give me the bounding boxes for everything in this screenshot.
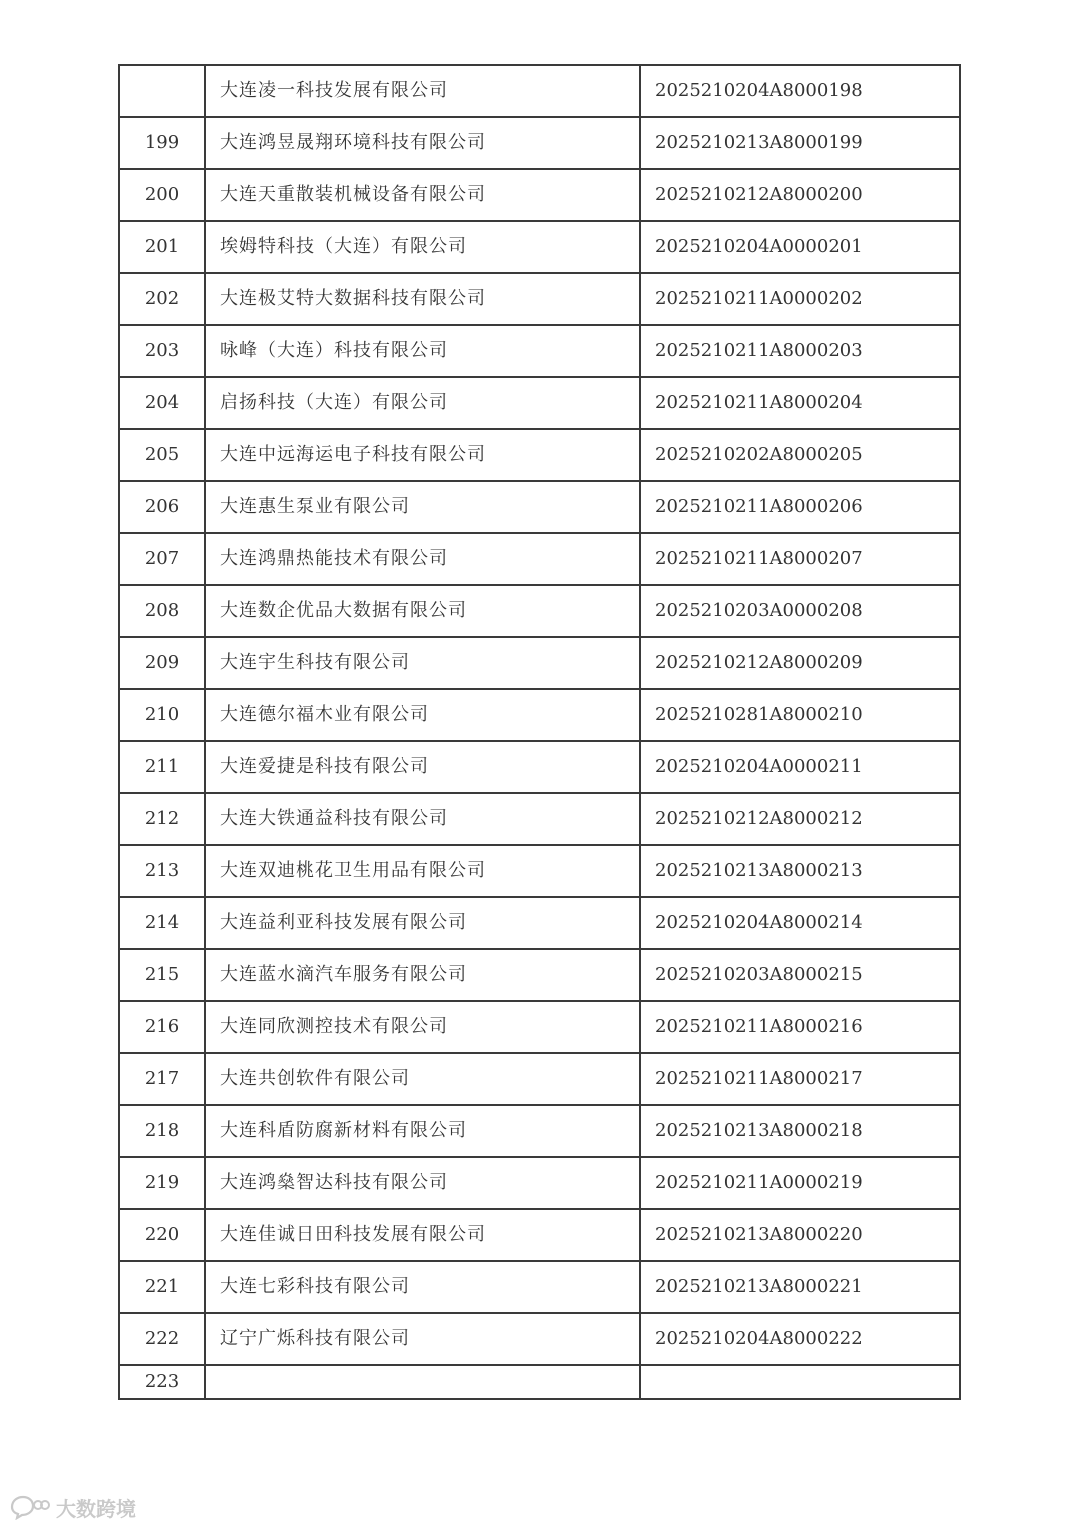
row-number: 214 bbox=[119, 897, 205, 949]
registration-code bbox=[640, 1365, 960, 1399]
company-name: 大连德尔福木业有限公司 bbox=[205, 689, 640, 741]
registration-code: 2025210211A8000216 bbox=[640, 1001, 960, 1053]
table-row bbox=[119, 1209, 960, 1261]
registration-code: 2025210213A8000220 bbox=[640, 1209, 960, 1261]
company-name: 大连益利亚科技发展有限公司 bbox=[205, 897, 640, 949]
company-name: 大连同欣测控技术有限公司 bbox=[205, 1001, 640, 1053]
company-name: 大连凌一科技发展有限公司 bbox=[205, 65, 640, 117]
row-number: 201 bbox=[119, 221, 205, 273]
row-number: 217 bbox=[119, 1053, 205, 1105]
table-row bbox=[119, 169, 960, 221]
table-row bbox=[119, 845, 960, 897]
registration-code: 2025210212A8000209 bbox=[640, 637, 960, 689]
row-number: 206 bbox=[119, 481, 205, 533]
company-name: 大连共创软件有限公司 bbox=[205, 1053, 640, 1105]
table-row bbox=[119, 1261, 960, 1313]
registration-code: 2025210204A8000214 bbox=[640, 897, 960, 949]
company-name: 大连七彩科技有限公司 bbox=[205, 1261, 640, 1313]
table-row bbox=[119, 429, 960, 481]
table-row bbox=[119, 689, 960, 741]
table-row bbox=[119, 1157, 960, 1209]
registration-code: 2025210212A8000200 bbox=[640, 169, 960, 221]
registration-code: 2025210211A8000206 bbox=[640, 481, 960, 533]
registration-code: 2025210203A8000215 bbox=[640, 949, 960, 1001]
table-row bbox=[119, 221, 960, 273]
company-name: 大连鸿鼎热能技术有限公司 bbox=[205, 533, 640, 585]
row-number: 223 bbox=[119, 1365, 205, 1399]
table-row bbox=[119, 533, 960, 585]
registration-code: 2025210281A8000210 bbox=[640, 689, 960, 741]
table-row bbox=[119, 741, 960, 793]
row-number: 216 bbox=[119, 1001, 205, 1053]
table-row bbox=[119, 793, 960, 845]
row-number: 204 bbox=[119, 377, 205, 429]
table-row bbox=[119, 1105, 960, 1157]
company-name: 大连蓝水滴汽车服务有限公司 bbox=[205, 949, 640, 1001]
table-row bbox=[119, 1313, 960, 1365]
company-name: 大连爱捷是科技有限公司 bbox=[205, 741, 640, 793]
table-row bbox=[119, 1001, 960, 1053]
row-number: 203 bbox=[119, 325, 205, 377]
row-number bbox=[119, 65, 205, 117]
row-number: 221 bbox=[119, 1261, 205, 1313]
row-number: 212 bbox=[119, 793, 205, 845]
registration-code: 2025210204A8000222 bbox=[640, 1313, 960, 1365]
row-number: 209 bbox=[119, 637, 205, 689]
registration-code: 2025210203A0000208 bbox=[640, 585, 960, 637]
company-name: 大连宇生科技有限公司 bbox=[205, 637, 640, 689]
registration-code: 2025210211A0000219 bbox=[640, 1157, 960, 1209]
registration-code: 2025210202A8000205 bbox=[640, 429, 960, 481]
row-number: 215 bbox=[119, 949, 205, 1001]
company-name bbox=[205, 1365, 640, 1399]
table-row bbox=[119, 1365, 960, 1399]
company-name: 大连鸿燊智达科技有限公司 bbox=[205, 1157, 640, 1209]
registration-code: 2025210213A8000199 bbox=[640, 117, 960, 169]
company-list-body bbox=[119, 65, 960, 1399]
row-number: 202 bbox=[119, 273, 205, 325]
table-row bbox=[119, 585, 960, 637]
company-list-table bbox=[118, 64, 961, 1400]
row-number: 200 bbox=[119, 169, 205, 221]
row-number: 211 bbox=[119, 741, 205, 793]
company-name: 大连佳诚日田科技发展有限公司 bbox=[205, 1209, 640, 1261]
company-name: 大连数企优品大数据有限公司 bbox=[205, 585, 640, 637]
registration-code: 2025210204A0000201 bbox=[640, 221, 960, 273]
table-row bbox=[119, 117, 960, 169]
registration-code: 2025210204A0000211 bbox=[640, 741, 960, 793]
watermark bbox=[8, 1492, 136, 1522]
table-row bbox=[119, 481, 960, 533]
company-name: 大连惠生泵业有限公司 bbox=[205, 481, 640, 533]
registration-code: 2025210211A8000204 bbox=[640, 377, 960, 429]
row-number: 208 bbox=[119, 585, 205, 637]
registration-code: 2025210213A8000221 bbox=[640, 1261, 960, 1313]
company-name: 埃姆特科技（大连）有限公司 bbox=[205, 221, 640, 273]
registration-code: 2025210213A8000213 bbox=[640, 845, 960, 897]
row-number: 218 bbox=[119, 1105, 205, 1157]
chat-bubble-icon bbox=[8, 1494, 50, 1520]
table-row bbox=[119, 1053, 960, 1105]
company-name: 大连大铁通益科技有限公司 bbox=[205, 793, 640, 845]
company-name: 大连鸿昱晟翔环境科技有限公司 bbox=[205, 117, 640, 169]
table-row bbox=[119, 273, 960, 325]
table-row bbox=[119, 325, 960, 377]
table-row bbox=[119, 377, 960, 429]
row-number: 219 bbox=[119, 1157, 205, 1209]
company-name: 大连极艾特大数据科技有限公司 bbox=[205, 273, 640, 325]
table-row bbox=[119, 65, 960, 117]
registration-code: 2025210213A8000218 bbox=[640, 1105, 960, 1157]
row-number: 207 bbox=[119, 533, 205, 585]
registration-code: 2025210211A8000207 bbox=[640, 533, 960, 585]
table-row bbox=[119, 897, 960, 949]
registration-code: 2025210211A0000202 bbox=[640, 273, 960, 325]
company-name: 咏峰（大连）科技有限公司 bbox=[205, 325, 640, 377]
row-number: 213 bbox=[119, 845, 205, 897]
row-number: 220 bbox=[119, 1209, 205, 1261]
registration-code: 2025210211A8000203 bbox=[640, 325, 960, 377]
company-name: 大连中远海运电子科技有限公司 bbox=[205, 429, 640, 481]
table-row bbox=[119, 637, 960, 689]
company-name: 大连科盾防腐新材料有限公司 bbox=[205, 1105, 640, 1157]
row-number: 205 bbox=[119, 429, 205, 481]
row-number: 210 bbox=[119, 689, 205, 741]
table-row bbox=[119, 949, 960, 1001]
company-name: 辽宁广烁科技有限公司 bbox=[205, 1313, 640, 1365]
company-name: 大连天重散装机械设备有限公司 bbox=[205, 169, 640, 221]
registration-code: 2025210204A8000198 bbox=[640, 65, 960, 117]
company-name: 大连双迪桃花卫生用品有限公司 bbox=[205, 845, 640, 897]
row-number: 199 bbox=[119, 117, 205, 169]
registration-code: 2025210211A8000217 bbox=[640, 1053, 960, 1105]
watermark-text: 大数跨境 bbox=[56, 1496, 136, 1521]
row-number: 222 bbox=[119, 1313, 205, 1365]
company-name: 启扬科技（大连）有限公司 bbox=[205, 377, 640, 429]
registration-code: 2025210212A8000212 bbox=[640, 793, 960, 845]
